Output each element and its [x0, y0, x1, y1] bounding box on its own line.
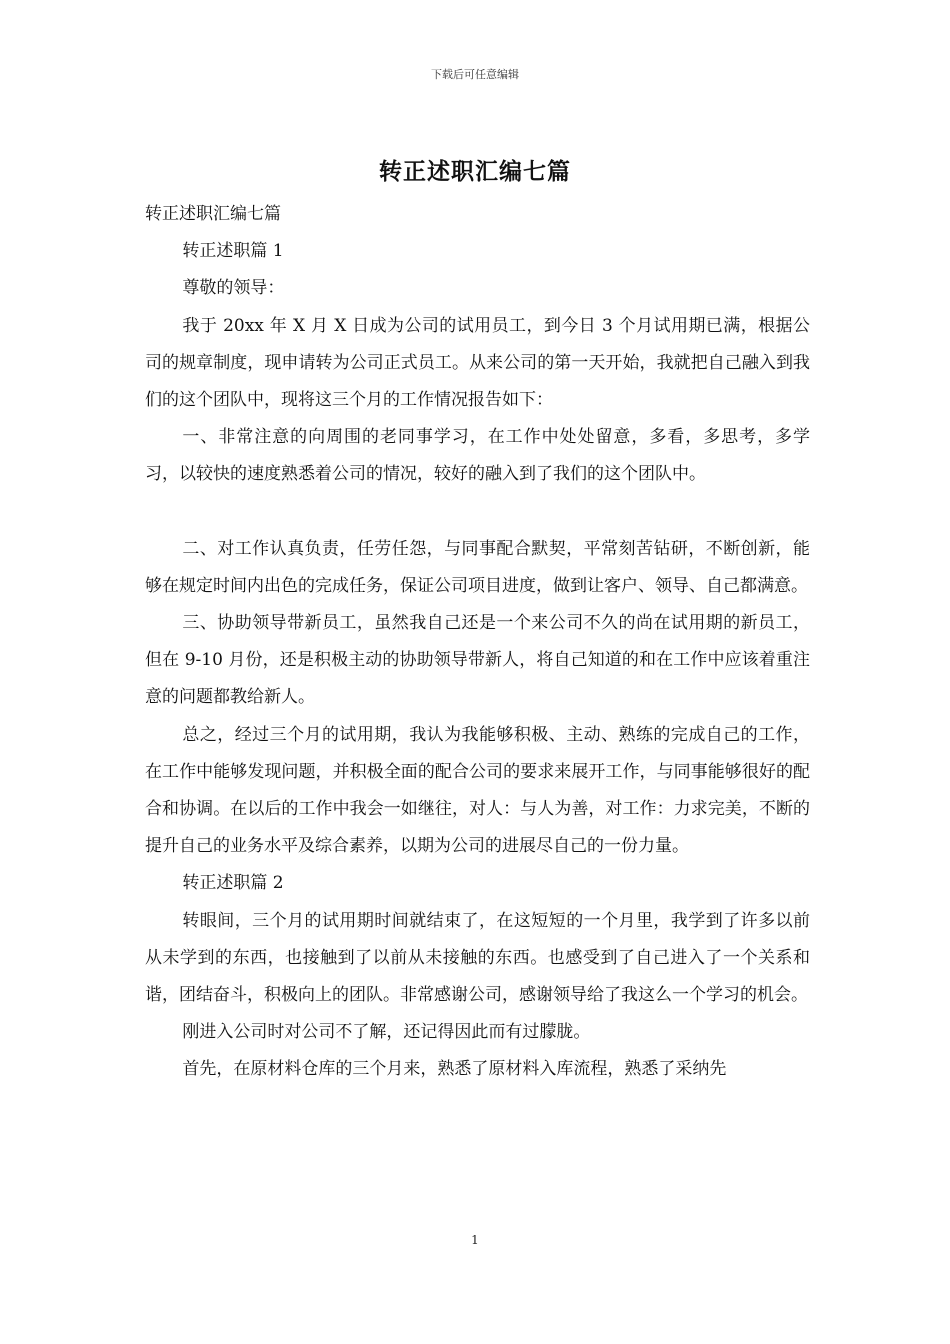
- paragraph-body-3: 首先，在原材料仓库的三个月来，熟悉了原材料入库流程，熟悉了采纳先: [182, 1059, 727, 1080]
- paragraph-body-2: 刚进入公司时对公司不了解，还记得因此而有过朦胧。: [182, 1022, 591, 1043]
- document-body: [145, 196, 810, 1089]
- salutation: 尊敬的领导：: [182, 278, 285, 299]
- section-heading-1: 转正述职篇 1: [182, 241, 284, 262]
- document-title: 转正述职汇编七篇: [379, 158, 571, 185]
- page-header-note: 下载后可任意编辑: [431, 68, 519, 81]
- page-number: 1: [471, 1233, 479, 1247]
- subtitle-line: 转正述职汇编七篇: [145, 204, 281, 224]
- paragraph-intro: 我于 20xx 年 X 月 X 日成为公司的试用员工，到今日 3 个月试用期已满，根据公司的规章制度，现申请转为公司正式员工。从来公司的第一天开始，我就把自己融入到我们的这个团队中，现将这三个月的工作情况报告如下：: [145, 315, 810, 411]
- paragraph-summary: 总之，经过三个月的试用期，我认为我能够积极、主动、熟练的完成自己的工作，在工作中能够发现问题，并积极全面的配合公司的要求来展开工作，与同事能够很好的配合和协调。在以后的工作中我会一如继往，对人：与人为善，对工作：力求完美，不断的提升自己的业务水平及综合素养，以期为公司的进展尽自己的一份力量。: [145, 724, 810, 857]
- paragraph-point-2: 二、对工作认真负责，任劳任怨，与同事配合默契，平常刻苦钻研，不断创新，能够在规定时间内出色的完成任务，保证公司项目进度，做到让客户、领导、自己都满意。: [145, 538, 810, 596]
- paragraph-body-1: 转眼间，三个月的试用期时间就结束了，在这短短的一个月里，我学到了许多以前从未学到的东西，也接触到了以前从未接触的东西。也感受到了自己进入了一个关系和谐，团结奋斗，积极向上的团队。非常感谢公司，感谢领导给了我这么一个学习的机会。: [145, 910, 810, 1006]
- section-heading-2: 转正述职篇 2: [182, 873, 284, 894]
- paragraph-point-1: 一、非常注意的向周围的老同事学习，在工作中处处留意，多看，多思考，多学习，以较快的速度熟悉着公司的情况，较好的融入到了我们的这个团队中。: [145, 427, 810, 485]
- paragraph-point-3: 三、协助领导带新员工，虽然我自己还是一个来公司不久的尚在试用期的新员工，但在 9-10 月份，还是积极主动的协助领导带新人，将自己知道的和在工作中应该着重注意的问题都教给新人。: [145, 613, 810, 708]
